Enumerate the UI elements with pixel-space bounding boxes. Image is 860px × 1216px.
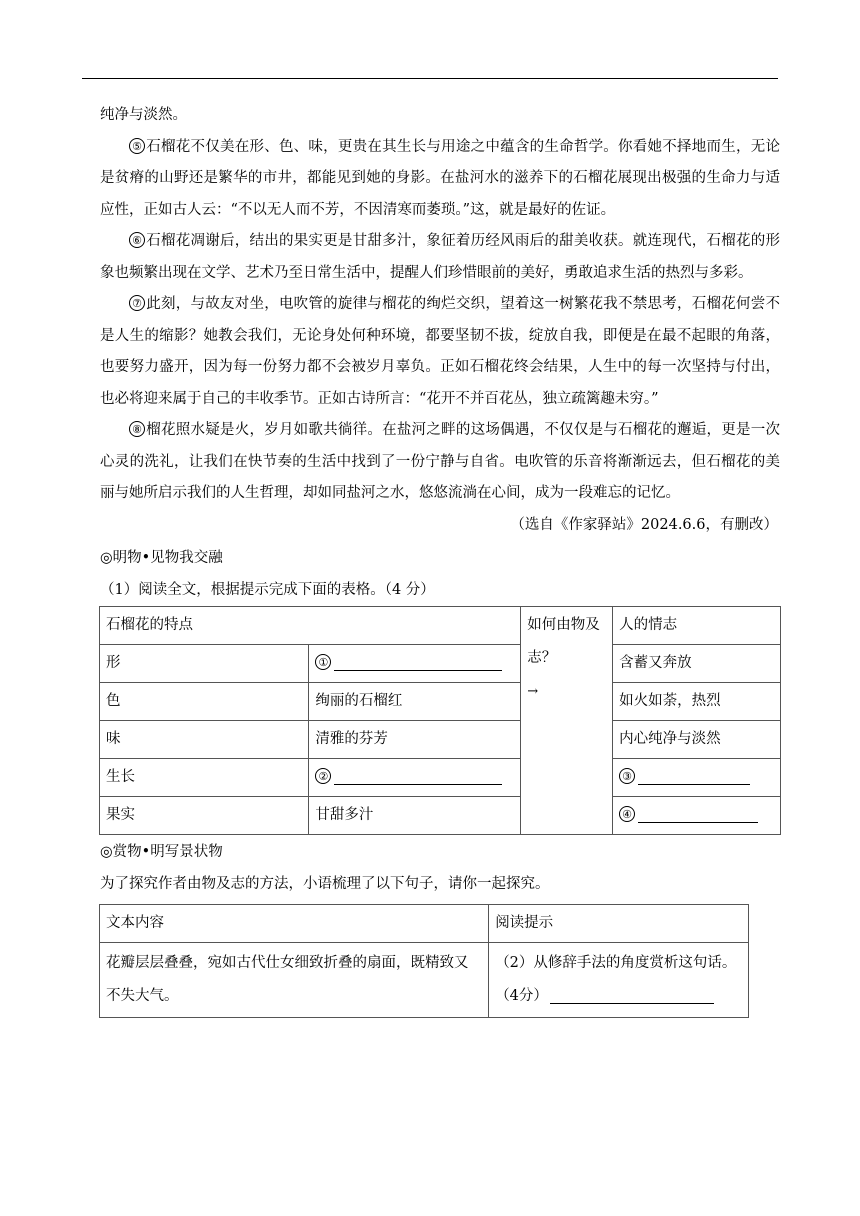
- answer-blank-5[interactable]: [550, 985, 714, 1004]
- paragraph-continuation: 纯净与淡然。: [100, 107, 187, 123]
- table-row: [100, 943, 749, 1018]
- feature-table: [99, 606, 781, 835]
- answer-blank-1[interactable]: [334, 652, 502, 671]
- paragraph-8: [100, 415, 780, 510]
- table-header-features: 石榴花的特点: [100, 607, 521, 645]
- feature-cell: 甘甜多汁: [309, 797, 521, 835]
- header-rule: [82, 78, 778, 79]
- paragraph-number: ⑧: [129, 421, 145, 437]
- hint-cell: [489, 943, 749, 1018]
- paragraph-7: [100, 289, 780, 415]
- feature-cell: 清雅的芬芳: [309, 721, 521, 759]
- emotion-cell: [613, 797, 781, 835]
- table-row: [100, 607, 781, 645]
- aspect-cell: 味: [100, 721, 309, 759]
- how-label: 如何由物及志？: [527, 617, 600, 666]
- emotion-cell: [613, 759, 781, 797]
- paragraph-text: 石榴花不仅美在形、色、味，更贵在其生长与用途之中蕴含的生命哲学。你看她不择地而生，无论是贫瘠的山野还是繁华的市井，都能见到她的身影。在盐河水的滋养下的石榴花展现出极强的生命力与适应性，正如古人云：“不以无人而不芳，不因清寒而萎琐。”这，就是最好的佐证。: [100, 138, 780, 218]
- section-intro: 为了探究作者由物及志的方法，小语梳理了以下句子，请你一起探究。: [100, 875, 550, 892]
- paragraph-5: [100, 132, 780, 227]
- table-row: [100, 759, 781, 797]
- aspect-cell: 色: [100, 683, 309, 721]
- emotion-cell: 内心纯净与淡然: [613, 721, 781, 759]
- paragraph-text: 此刻，与故友对坐，电吹管的旋律与榴花的绚烂交织，望着这一树繁花我不禁思考，石榴花何尝不是人生的缩影？她教会我们，无论身处何种环境，都要坚韧不拔，绽放自我，即便是在最不起眼的角落，也要努力盛开，因为每一份努力都不会被岁月辜负。正如石榴花终会结果，人生中的每一次坚持与付出，也必将迎来属于自己的丰收季节。正如古诗所言：“花开不并百花丛，独立疏篱趣未穷。”: [100, 296, 780, 407]
- answer-blank-4[interactable]: [638, 804, 758, 823]
- paragraph-number: ⑤: [129, 138, 145, 154]
- emotion-cell: 含蓄又奔放: [613, 645, 781, 683]
- paragraph-number: ⑥: [129, 232, 145, 248]
- arrow-icon: →: [527, 684, 539, 699]
- table-header-emotion: 人的情志: [613, 607, 781, 645]
- feature-cell: 绚丽的石榴红: [309, 683, 521, 721]
- section-heading-1: ◎明物•见物我交融: [100, 550, 223, 566]
- table-header-text: 文本内容: [100, 905, 489, 943]
- question-1: （1）阅读全文，根据提示完成下面的表格。（4 分）: [100, 581, 435, 598]
- aspect-cell: 果实: [100, 797, 309, 835]
- source-citation: （选自《作家驿站》2024.6.6，有删改）: [510, 516, 778, 533]
- blank-number: ①: [315, 654, 331, 670]
- table-row: [100, 797, 781, 835]
- table-header-how: [521, 607, 613, 835]
- paragraph-text: 榴花照水疑是火，岁月如歌共徜徉。在盐河之畔的这场偶遇，不仅仅是与石榴花的邂逅，更是一次心灵的洗礼，让我们在快节奏的生活中找到了一份宁静与自省。电吹管的乐音将渐渐远去，但石榴花的美丽与她所启示我们的人生哲理，却如同盐河之水，悠悠流淌在心间，成为一段难忘的记忆。: [100, 422, 780, 501]
- section-heading-2: ◎赏物•明写景状物: [100, 844, 223, 860]
- table-row: [100, 721, 781, 759]
- hint-text: （2）从修辞手法的角度赏析这句话。（4分）: [495, 955, 737, 1004]
- aspect-cell: 形: [100, 645, 309, 683]
- answer-blank-3[interactable]: [638, 766, 750, 785]
- emotion-cell: 如火如荼，热烈: [613, 683, 781, 721]
- text-content-cell: 花瓣层层叠叠，宛如古代仕女细致折叠的扇面，既精致又不失大气。: [100, 943, 489, 1018]
- paragraph-6: [100, 226, 780, 289]
- document-body: [100, 100, 780, 1018]
- aspect-cell: 生长: [100, 759, 309, 797]
- table-row: [100, 905, 749, 943]
- paragraph-text: 石榴花凋谢后，结出的果实更是甘甜多汁，象征着历经风雨后的甜美收获。就连现代，石榴花的形象也频繁出现在文学、艺术乃至日常生活中，提醒人们珍惜眼前的美好，勇敢追求生活的热烈与多彩。: [100, 233, 780, 281]
- table-row: [100, 645, 781, 683]
- paragraph-number: ⑦: [129, 295, 145, 311]
- table-header-hint: 阅读提示: [489, 905, 749, 943]
- feature-cell: [309, 759, 521, 797]
- blank-number: ③: [619, 768, 635, 784]
- blank-number: ②: [315, 768, 331, 784]
- feature-cell: [309, 645, 521, 683]
- table-row: [100, 683, 781, 721]
- analysis-table: [99, 904, 749, 1018]
- answer-blank-2[interactable]: [334, 766, 502, 785]
- blank-number: ④: [619, 806, 635, 822]
